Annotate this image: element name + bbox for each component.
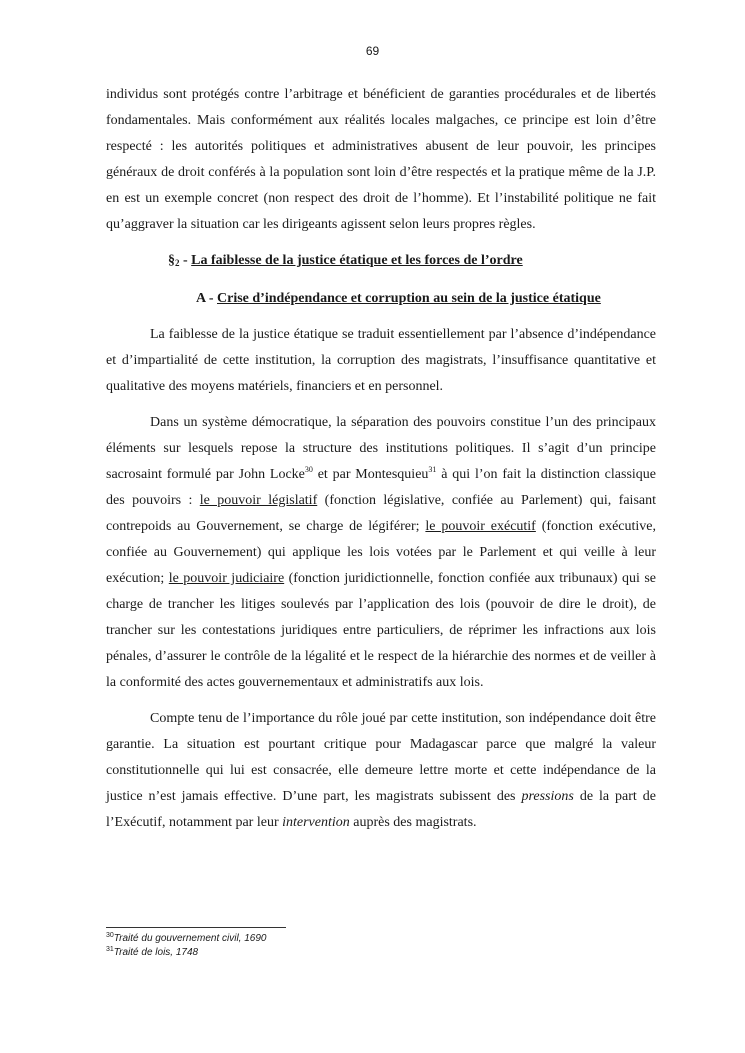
subsection-title: Crise d’indépendance et corruption au sein de la justice étatique [217,291,601,306]
footnote-ref-31: 31 [428,465,437,474]
paragraph-2: La faiblesse de la justice étatique se traduit essentiellement par l’absence d’indépendance et d’impartialité de cette institution, la corruption des magistrats, l’insuffisance quantitative et qualitative des moyens matériels, financiers et en personnel. [106,327,656,394]
text-segment: (fonction législative, confiée au Parlement) qui, faisant contrepoids au Gouvernement, se charge de légiférer; [106,493,656,534]
footnote-text: Traité du gouvernement civil, 1690 [113,933,267,944]
text-segment: Compte tenu de l’importance du rôle joué par cette institution, son indépendance doit être garantie. La situation est pourtant critique pour Madagascar parce que malgré la valeur constitutionnelle qui lui est consacrée, elle demeure lettre morte et cette indépendance de la justice n’est jamais effective. D’une part, les magistrats subissent des [106,711,656,804]
underlined-term: le pouvoir exécutif [425,519,536,534]
footnotes [106,932,656,960]
section-title: La faiblesse de la justice étatique et les forces de l’ordre [191,253,523,268]
paragraph-3 [106,410,656,696]
italic-term: intervention [282,815,350,830]
section-heading [106,248,656,276]
footnote-ref-30: 30 [304,465,313,474]
footnote-30 [106,932,656,946]
subsection-heading [106,286,656,312]
text-segment: (fonction juridictionnelle, fonction confiée aux tribunaux) qui se charge de trancher les litiges soulevés par l’application des lois (pouvoir de dire le droit), de trancher sur les contestations juridiques entre particuliers, de réprimer les infractions aux lois pénales, d’assurer le contrôle de la légalité et le respect de la hiérarchie des normes et de veiller à la conformité des actes gouvernementaux et administratifs aux lois. [106,571,656,690]
footnote-number: 30 [106,932,114,939]
section-number: 2 [175,258,180,268]
paragraph-1: individus sont protégés contre l’arbitrage et bénéficient de garanties procédurales et de libertés fondamentales. Mais conformément aux réalités locales malgaches, ce principe est loin d’être respecté : les autorités politiques et administratives abusent de leur pouvoir, les principes généraux de droit conférés à la population sont loin d’être respectés et la pratique même de la J.P. en est un exemple concret (non respect des droit de l’homme). Et l’instabilité politique ne fait qu’aggraver la situation car les dirigeants agissent selon leurs propres règles. [106,87,656,232]
body-text [106,82,656,846]
underlined-term: le pouvoir judiciaire [168,571,285,586]
italic-term: pressions [521,789,574,804]
text-segment: de la part de l’Exécutif, notamment par leur [106,789,656,830]
subsection-letter: A - [196,291,217,306]
text-segment: Dans un système démocratique, la séparation des pouvoirs constitue l’un des principaux éléments sur lesquels repose la structure des institutions politiques. Il s’agit d’un principe sacrosaint formulé par John Locke [106,415,656,482]
footnote-text: Traité de lois, 1748 [113,947,199,958]
page-number: 69 [365,44,380,58]
text-segment: auprès des magistrats. [349,815,477,830]
paragraph-4 [106,706,656,836]
footnote-31 [106,946,656,960]
footnote-separator [106,927,286,928]
footnote-number: 31 [106,946,114,953]
section-symbol: § [168,253,175,268]
section-separator: - [179,253,192,268]
text-segment: à qui l’on fait la distinction classique des pouvoirs : [106,467,656,508]
text-segment: (fonction exécutive, confiée au Gouvernement) qui applique les lois votées par le Parlement et qui veille à leur exécution; [106,519,656,586]
underlined-term: le pouvoir législatif [199,493,318,508]
text-segment: et par Montesquieu [312,467,429,482]
